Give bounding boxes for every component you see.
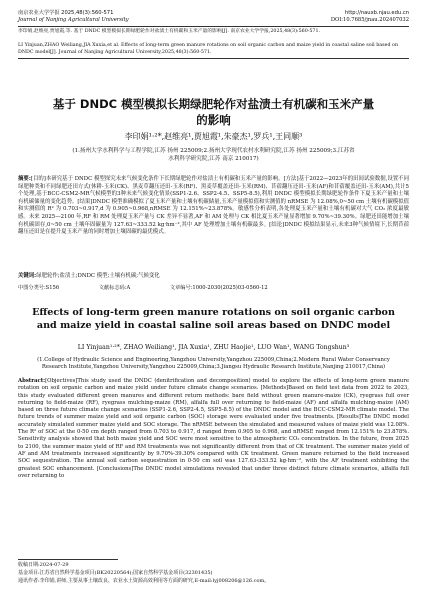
article-number: 文章编号:1000-2030(2025)03-0560-12 bbox=[169, 285, 268, 291]
classification-line bbox=[18, 285, 409, 292]
citation-rule bbox=[18, 58, 409, 59]
keywords-cn-text: 绿肥轮作;盐渍土;DNDC 模型;土壤有机碳;气候变化 bbox=[36, 273, 160, 279]
abstract-en-text: [Objectives]This study used the DNDC (denitrification and decomposition) model to explore the effects of long-term green manure rotation on soil organic carbon and maize yield under future climate change scenarios. [Methods]Based on field test data from 2022 to 2023, this study evaluated different green manures and different return methods: bare field without green manure-maize (CK), ryegrass full over returning to field-maize (RF), ryegrass mulching-maize (RM), alfalfa full over returning to field-maize (AF) and alfalfa mulching-maize (AM) based on three future climate change scenarios (SSP1-2.6, SSP2-4.5, SSP5-8.5) of the DNDC model and the BCC-CSM2-MR climate model. The future trends of summer maize yield and soil organic carbon (SOC) storage were evaluated under five treatments. [Results]The DNDC model accurately simulated summer maize yield and SOC storage. The nRMSE between the simulated and measured values of maize yield was 12.08%. The R² of SOC at the 0-50 cm depth ranged from 0.703 to 0.917, d ranged from 0.905 to 0.968, and nRMSE ranged from 12.151% to 23.878%. Sensitivity analysis showed that both maize yield and SOC were most sensitive to the atmospheric CO₂ concentration. In the future, from 2025 to 2100, the summer maize yield of RF and RM treatments was not significantly different from that of CK treatment. The summer maize yield of AF and AM treatments increased significantly by 9.70%-39.30% compared with CK treatment. Green manure returned to the field increased SOC sequestration. The annual soil carbon sequestration in 0-50 cm soil was 127.63-333.52 kg·hm⁻², with the AF treatment exhibiting the greatest SOC enhancement. [Conclusions]The DNDC model simulations revealed that under three distinct future climate scenarios, alfalfa full over returning to bbox=[18, 378, 409, 479]
journal-url[interactable]: http://nauxb.njau.edu.cn bbox=[344, 10, 409, 16]
journal-name-en: Journal of Nanjing Agricultural University bbox=[18, 17, 129, 23]
affiliations-en: (1.College of Hydraulic Science and Engineering,Yangzhou University,Yangzhou 225009,China;2.Modern Rural Water Conservancy Research Institute,Yangzhou University,Yangzhou 225009,China;3.Jiangsu Hydraulic Research Institute,Nanjing 210017,China) bbox=[37, 357, 390, 370]
authors-cn: 李印娟¹·²*,赵维亮¹,贾旭霞¹,朱豪杰¹,罗兵¹,王同顺³ bbox=[124, 132, 303, 141]
abstract-en bbox=[18, 378, 409, 480]
abstract-cn-label: 摘要: bbox=[18, 176, 31, 182]
footnote-rule bbox=[18, 559, 118, 560]
clc-number: 中图分类号:S156 bbox=[18, 285, 60, 291]
authors-en: LI Yinjuan¹·²*, ZHAO Weiliang¹, JIA Xuxia¹, ZHU Haojie¹, LUO Wan¹, WANG Tongshun³ bbox=[77, 344, 350, 351]
document-code: 文献标志码:A bbox=[98, 285, 131, 291]
journal-name-cn: 南京农业大学学报 2025,48(3):560-571 bbox=[18, 10, 114, 16]
keywords-cn-label: 关键词: bbox=[18, 273, 37, 279]
affiliations-cn: (1.扬州大学水利科学与工程学院,江苏 扬州 225009;2.扬州大学现代农村水利研究院,江苏 扬州 225009;3.江苏省水利科学研究院,江苏 南京 210017) bbox=[72, 148, 355, 162]
header-rule bbox=[18, 26, 409, 27]
footnote-author: 通讯作者:李印娟,讲师,主要从事土壤改良、农业水土资源高效利用等方面的研究,E-mail:lyj008206@126.com。 bbox=[18, 578, 270, 584]
keywords-cn bbox=[18, 273, 409, 281]
abstract-cn-text: [目的]本研究基于 DNDC 模型探究未来气候变化条件下长期绿肥轮作对盐渍土有机碳和玉米产量的影响。[方法]基于2022—2023年的田间试验数据,设置不同绿肥种类和不同绿肥还田方式(休耕-玉米(CK)、黑麦草翻压还田-玉米(RF)、黑麦草覆盖还田-玉米(RM)、苜蓿翻压还田-玉米(AF)和苜蓿覆盖还田-玉米(AM),共计5个处理,基于BCC-CSM2-MR气候模型的3种未来气候变化情景(SSP1-2.6、SSP2-4.5、SSP5-8.5),利用 DNDC 模型模拟长期绿肥轮作条件下夏玉米产量和土壤有机碳储量的变化趋势。[结果]DNDC 模型准确模拟了夏玉米产量和土壤有机碳储量,玉米产量模拟值和实测值的 nRMSE 为 12.08%,0~50 cm 土壤有机碳模拟值和实测值的 R² 为 0.703~0.917,d 为 0.905~0.968,nRMSE 为 12.151%~23.878%。敏感性分析表明,各处理夏玉米产量和土壤有机碳对大气 CO₂ 浓度最敏感。未来 2025—2100 年,RF 和 RM 处理夏玉米产量与 CK 差异不显著,AF 和 AM 处理与 CK 相比夏玉米产量显著增加 9.70%~39.30%。绿肥还田能增加土壤有机碳固存,0~50 cm 土壤年固碳量为 127.63~333.52 kg·hm⁻²,其中 AF 处理增加土壤有机碳最多。[结论]DNDC 模拟结果显示,未来3种气候情境下,长期苜蓿翻压还田是在提升夏玉米产量的同时增加土壤固碳的最优模式。 bbox=[18, 176, 409, 236]
doi: DOI:10.7685/jnau.202407032 bbox=[330, 17, 409, 23]
footnote-received: 收稿日期:2024-07-29 bbox=[18, 562, 69, 568]
page-title-cn: 基于 DNDC 模型模拟长期绿肥轮作对盐渍土有机碳和玉米产量的影响 bbox=[52, 97, 375, 127]
citation-en: LI Yinjuan,ZHAO Weiliang,JIA Xuxia,et al. Effects of long-term green manure rotations on soil organic carbon and maize yield in coastal saline soil based on DNDC model[J]. Journal of Nanjing Agricultural University,2025,48(3):560-571. bbox=[18, 43, 399, 55]
page-title-en: Effects of long-term green manure rotations on soil organic carbon and maize yield in coastal saline soil areas based on DNDC model bbox=[32, 307, 395, 331]
abstract-cn bbox=[18, 176, 409, 237]
citation-cn: 李印娟,赵维亮,贾旭霞,等. 基于 DNDC 模型模拟长期绿肥轮作对盐渍土有机碳和玉米产量的影响[J]. 南京农业大学学报,2025,48(3):560-571. bbox=[18, 29, 321, 34]
footnote-fund: 基金项目:江苏省自然科学基金项目(BK20220564);国家自然科学基金项目(32301435) bbox=[18, 570, 213, 576]
abstract-en-label: Abstract: bbox=[18, 378, 46, 384]
